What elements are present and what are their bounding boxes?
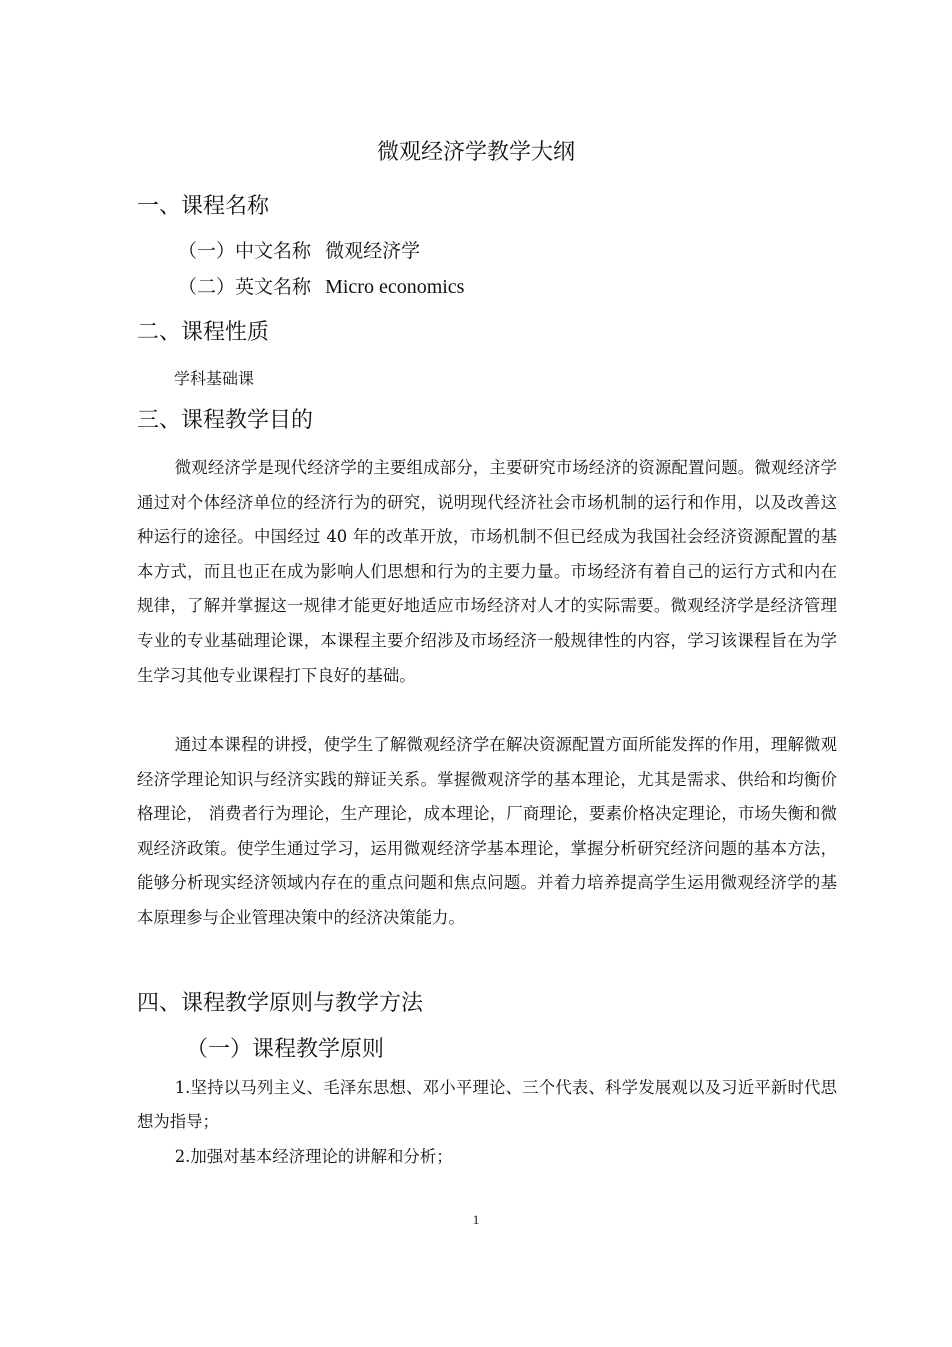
teaching-purpose-paragraph-2: 通过本课程的讲授，使学生了解微观经济学在解决资源配置方面所能发挥的作用，理解微观经济学理论知识与经济实践的辩证关系。掌握微观济学的基本理论，尤其是需求、供给和均衡价格理论， 消费者行为理论，生产理论，成本理论，厂商理论，要素价格决定理论，市场失衡和微观经济政策。使学生通过学习，运用微观经济学基本理论，掌握分析研究经济问题的基本方法，能够分析现实经济领域内存在的重点问题和焦点问题。并着力培养提高学生运用微观经济学的基本原理参与企业管理决策中的经济决策能力。 xyxy=(137,735,837,927)
chinese-name-line xyxy=(178,236,420,266)
principle-item-2: 2.加强对基本经济理论的讲解和分析； xyxy=(174,1147,453,1166)
course-nature-text: 学科基础课 xyxy=(174,369,255,388)
section-heading-teaching-purpose: 三、课程教学目的 xyxy=(137,408,314,433)
subsection-heading-teaching-principles: （一）课程教学原则 xyxy=(186,1037,385,1062)
english-name-label: （二）英文名称 xyxy=(178,276,312,298)
document-title: 微观经济学教学大纲 xyxy=(376,140,575,165)
principle-item-1: 1.坚持以马列主义、毛泽东思想、邓小平理论、三个代表、科学发展观以及习近平新时代思想为指导； xyxy=(137,1078,837,1131)
page-number: 1 xyxy=(472,1212,480,1227)
section-heading-principles-methods: 四、课程教学原则与教学方法 xyxy=(137,991,424,1016)
chinese-name-label: （一）中文名称 xyxy=(178,240,312,262)
english-name-value: Micro economics xyxy=(325,276,465,298)
english-name-line xyxy=(178,272,464,302)
section-heading-course-nature: 二、课程性质 xyxy=(137,320,270,345)
section-heading-course-name: 一、课程名称 xyxy=(137,194,270,219)
teaching-purpose-paragraph-1: 微观经济学是现代经济学的主要组成部分，主要研究市场经济的资源配置问题。微观经济学通过对个体经济单位的经济行为的研究，说明现代经济社会市场机制的运行和作用，以及改善这种运行的途径。中国经过 40 年的改革开放，市场机制不但已经成为我国社会经济资源配置的基本方式，而且也正在成为影响人们思想和行为的主要力量。市场经济有着自己的运行方式和内在规律，了解并掌握这一规律才能更好地适应市场经济对人才的实际需要。微观经济学是经济管理专业的专业基础理论课，本课程主要介绍涉及市场经济一般规律性的内容，学习该课程旨在为学生学习其他专业课程打下良好的基础。 xyxy=(137,458,837,685)
chinese-name-value: 微观经济学 xyxy=(325,240,421,262)
